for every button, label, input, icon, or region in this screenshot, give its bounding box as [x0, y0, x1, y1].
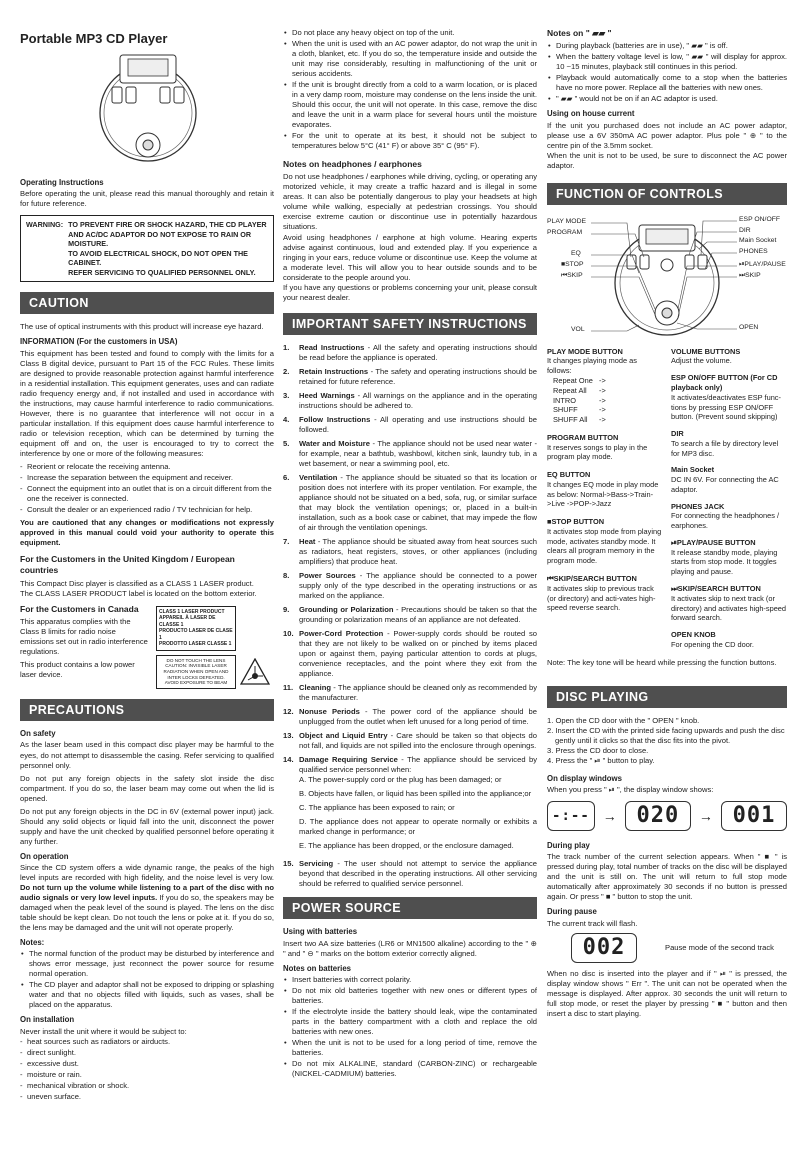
- label-play-mode: PLAY MODE: [547, 217, 587, 225]
- list-item: • Playback would automatically come to a stop when the batteries have no more power. Replace all the batteries with new ones.: [547, 73, 787, 93]
- during-pause-heading: During pause: [547, 907, 597, 917]
- lcd-display: -:--: [547, 801, 595, 831]
- column-right: [547, 0, 787, 1156]
- safety-text-3: Do not put any foreign objects in the DC in 6V (external power input) jack. Should any solid objects or liquid fall into the unit, disconnect the power supply and have the unit checked by qualified personnel before operating it any further.: [20, 806, 274, 846]
- usa-heading: INFORMATION (For the customers in USA): [20, 337, 178, 347]
- label-open: OPEN: [739, 323, 759, 331]
- list-item: D. The appliance does not appear to operate normally or exhibits a marked change in performance; or: [299, 817, 537, 837]
- controls-descriptions: [547, 343, 787, 650]
- safety-item: 2. Retain Instructions - The safety and operating instructions should be retained for future reference.: [283, 366, 537, 386]
- list-item: • Do not place any heavy object on top of the unit.: [283, 28, 537, 38]
- label-vol: VOL: [571, 325, 585, 333]
- list-item: • Do not mix old batteries together with new ones or different types of batteries.: [283, 986, 537, 1006]
- on-operation-heading: On operation: [20, 851, 69, 861]
- safety-text-2: Do not put any foreign objects in the safety slot inside the disc compartment. If you do so, the laser beam may come out when the lid is opened.: [20, 773, 274, 803]
- on-safety-heading: On safety: [20, 729, 56, 739]
- batteries-text: Insert two AA size batteries (LR6 or MN1500 alkaline) according to the " ⊕ " and " ⊖ " marks on the bottom exterior correctly aligned.: [283, 938, 537, 958]
- disc-playing-banner: DISC PLAYING: [547, 686, 787, 708]
- controls-left-column: PLAY MODE BUTTON It changes playing mode as follows: Repeat One -> Repeat All -> INTRO -> SHUFF -> SHUFF All -> PROGRAM BUTTON It reserves songs to play in the program play mode. EQ BUTTON It changes EQ mode in play mode as below: Normal->Bass->Train->Live ->POP->Jazz ■STOP BUTTON It activates stop mode from playing mode, activates standby mode. It clears all program memory in the program mode. ⏮SKIP/SEARCH BUTTON It activates skip to previous track (or directory) and acti-vates high-speed reverse search.: [547, 346, 662, 613]
- usa-list: [20, 462, 274, 515]
- list-item: - moisture or rain.: [20, 1070, 274, 1080]
- label-dir: DIR: [739, 226, 751, 234]
- list-item: - Reorient or relocate the receiving antenna.: [20, 462, 274, 472]
- list-item: E. The appliance has been dropped, or the enclosure damaged.: [299, 841, 514, 851]
- cd-player-illustration: [98, 53, 198, 168]
- usa-bold-text: You are cautioned that any changes or modifications not expressly approved in this manual could void your authority to operate this equipment.: [20, 518, 274, 548]
- disc-steps: 1. Open the CD door with the " OPEN " knob. 2. Insert the CD with the printed side facing upwards and push the disc gently until it clicks so that the disc fits into the pivot. 3. Press the CD door to close. 4. Press the " ⏯ " button to play.: [547, 715, 785, 765]
- caution-banner: CAUTION: [20, 292, 274, 314]
- notes-batteries-heading: Notes on batteries: [283, 963, 352, 973]
- list-item: • " ▰▰ " would not be on if an AC adaptor is used.: [547, 94, 787, 104]
- operation-text: Since the CD system offers a wide dynamic range, the peaks of the high level inputs are recorded with high fidelity, and the noise level is very low. Do not turn up the volume while listening to a part of the disc with no audio signals or very low level inputs. If you do so, the speakers may be damaged when the peak level of the sound is played. The lens on the disc table should be kept clean. Do not touch the lens or poke at it. If you do so, the lens may be damaged and the unit will not operate properly.: [20, 862, 274, 933]
- damage-sublist: [299, 775, 537, 851]
- installation-list: [20, 1037, 274, 1102]
- list-item: • During playback (batteries are in use), " ▰▰ " is off.: [547, 41, 787, 51]
- controls-right-column: VOLUME BUTTONS Adjust the volume. ESP ON/OFF BUTTON (For CD playback only) It activates/deactivates ESP func-tions by pressing ESP ON/OFF button. (Prevent sound skipping) DIR To search a file by directory level for MP3 disc. Main Socket DC IN 6V. For connecting the AC adaptor. PHONES JACK For connecting the headphones / earphones. ⏯PLAY/PAUSE BUTTON It release standby mode, playing starts from stop mode. It toggles playing and pause. ⏭SKIP/SEARCH BUTTON It activates skip to next track (or directory) and activates high-speed forward search. OPEN KNOB For opening the CD door.: [671, 346, 787, 649]
- label-skip-back: ⏮SKIP: [561, 271, 583, 279]
- warning-label: WARNING:: [26, 220, 64, 230]
- page-title: Portable MP3 CD Player: [20, 31, 168, 46]
- safety-item: 1. Read Instructions - All the safety and operating instructions should be read before the appliance is operated.: [283, 342, 537, 362]
- during-play-heading: During play: [547, 840, 590, 850]
- arrow-right-icon: →: [698, 807, 713, 824]
- list-item: • The CD player and adaptor shall not be exposed to dripping or splashing water and that no objects filled with liquids, such as vases, shall be placed on the apparatus.: [20, 980, 274, 1010]
- safety-item: 11. Cleaning - The appliance should be cleaned only as recommended by the manufacturer.: [283, 683, 537, 703]
- safety-instructions-banner: IMPORTANT SAFETY INSTRUCTIONS: [283, 313, 537, 335]
- label-program: PROGRAM: [547, 228, 583, 236]
- laser-warning-label: DO NOT TOUCH THE LENS CAUTION: INVISIBLE LASER RADIATION WHEN OPEN AND INTER LOCKS DEFEATED. AVOID EXPOSURE TO BEAM: [156, 655, 236, 690]
- list-item: - excessive dust.: [20, 1059, 274, 1069]
- canada-text-1: This apparatus complies with the Class B limits for radio noise emissions set out in radio interference regulations.: [20, 616, 148, 656]
- list-item: • The normal function of the product may be disturbed by interference and shows error message, just reconnect the power source for resume normal operation.: [20, 949, 274, 979]
- safety-item: 9. Grounding or Polarization - Precautions should be taken so that the grounding or polarization means of an appliance are not defeated.: [283, 604, 537, 624]
- safety-item: 3. Heed Warnings - All warnings on the appliance and in the operating instructions should be adhered to.: [283, 390, 537, 410]
- laser-hazard-icon: [240, 658, 270, 685]
- uk-heading: For the Customers in the United Kingdom / European countries: [20, 554, 235, 576]
- during-pause-text: The current track will flash.: [547, 918, 638, 928]
- list-item: • If the unit is brought directly from a cold to a warm location, or is placed in a very damp room, moisture may condense on the lens inside the unit. Should this occur, the unit will not operate. In this case, remove the disc and leave the unit in a warm place for several hours until the moisture evaporates.: [283, 80, 537, 130]
- list-item: - Connect the equipment into an outlet that is on a circuit different from the one the receiver is connected.: [20, 484, 274, 504]
- list-item: • When the unit is not to be used for a long period of time, remove the batteries.: [283, 1038, 537, 1058]
- notes-on-battery-icon-heading: Notes on " ▰▰ ": [547, 28, 612, 38]
- play-modes-list: Repeat One -> Repeat All -> INTRO -> SHUFF -> SHUFF All ->: [553, 375, 606, 425]
- function-banner: FUNCTION OF CONTROLS: [547, 183, 787, 205]
- canada-text-2: This product contains a low power laser device.: [20, 659, 135, 679]
- safety-item: 8. Power Sources - The appliance should be connected to a power supply only of the type described in the operating instructions or as marked on the appliance.: [283, 570, 537, 600]
- safety-item: 15. Servicing - The user should not attempt to service the appliance beyond that described in the operating instructions. All other servicing should be referred to qualified service personnel.: [283, 859, 537, 889]
- lcd-display: 020: [625, 801, 691, 831]
- notes-batteries-list: [283, 975, 537, 1079]
- column-middle: [283, 0, 537, 1156]
- list-item: • For the unit to operate at its best, it should not be subject to temperatures below 5°C (41° F) or above 35° C (95° F).: [283, 131, 537, 151]
- label-stop: ■STOP: [561, 260, 584, 268]
- list-item: • Insert batteries with correct polarity.: [283, 975, 537, 985]
- caution-text: The use of optical instruments with this product will increase eye hazard.: [20, 322, 264, 332]
- notes-list: [20, 949, 274, 1010]
- list-item: • Do not mix ALKALINE, standard (CARBON-ZINC) or rechargeable (NICKEL-CADMIUM) batteries.: [283, 1059, 537, 1079]
- list-item: C. The appliance has been exposed to rain; or: [299, 803, 455, 813]
- uk-text-1: This Compact Disc player is classified as a CLASS 1 LASER product.: [20, 578, 254, 588]
- uk-text-2: The CLASS LASER PRODUCT label is located on the bottom exterior.: [20, 588, 257, 598]
- safety-text-1: As the laser beam used in this compact disc player may be harmful to the eyes, do not attempt to disassemble the casing. Refer servicing to qualified personnel only.: [20, 740, 274, 770]
- safety-item: 13. Object and Liquid Entry - Care should be taken so that objects do not fall, and liquids are not spilled into the enclosure through openings.: [283, 731, 537, 751]
- label-main-socket: Main Socket: [739, 236, 777, 244]
- top-precautions-list: [283, 28, 537, 151]
- pause-display: [547, 933, 787, 963]
- house-current-heading: Using on house current: [547, 109, 635, 119]
- label-play-pause: ⏯PLAY/PAUSE: [739, 260, 786, 268]
- safety-item: 7. Heat - The appliance should be situated away from heat sources such as radiators, heat registers, stoves, or other appliances (including amplifiers) that produce heat.: [283, 536, 537, 566]
- on-installation-heading: On installation: [20, 1015, 75, 1025]
- column-left: [20, 0, 274, 1156]
- list-item: - Increase the separation between the equipment and receiver.: [20, 473, 274, 483]
- label-skip-forward: ⏭SKIP: [739, 271, 761, 279]
- safety-item: 10. Power-Cord Protection - Power-supply cords should be routed so that they are not likely to be walked on or pinched by items placed upon or against them, paying particular attention to cords at plugs, convenience receptacles, and the point where they exit from the appliance.: [283, 629, 537, 679]
- house-current-text-2: When the unit is not to be used, be sure to disconnect the AC power adaptor.: [547, 150, 787, 170]
- list-item: • When the battery voltage level is low, " ▰▰ " will display for approx. 10 ~15 minutes, playback still continues in this period.: [547, 52, 787, 72]
- label-esp: ESP ON/OFF: [739, 215, 781, 223]
- operating-heading: Operating Instructions: [20, 178, 104, 188]
- house-current-text-1: If the unit you purchased does not include an AC power adaptor, please use a 6V 350mA AC power adaptor. Plus pole " ⊕ " to the centre pin of the 3.5mm socket.: [547, 120, 787, 150]
- warning-box: [20, 215, 274, 282]
- controls-diagram: [547, 213, 787, 343]
- safety-item: 4. Follow Instructions - All operating and use instructions should be followed.: [283, 414, 537, 434]
- safety-item: 5. Water and Moisture - The appliance should not be used near water - for example, near a bathtub, washbowl, kitchen sink, laundry tub, in a wet basement, or near a swimming pool, etc.: [283, 438, 537, 468]
- laser-class-label: CLASS 1 LASER PRODUCT APPAREIL À LASER DE CLASSE 1 PRODUCTO LASER DE CLASE 1 PRODOTTO LASER CLASSE 1: [156, 606, 236, 651]
- notes-heading: Notes:: [20, 938, 45, 948]
- display-sequence: [547, 801, 787, 831]
- controls-note: Note: The key tone will be heard while pressing the function buttons.: [547, 657, 777, 667]
- list-item: • If the electrolyte inside the battery should leak, wipe the contaminated parts in the battery compartment with a cloth and replace the old batteries with new ones.: [283, 1007, 537, 1037]
- arrow-right-icon: →: [602, 807, 617, 824]
- list-item: A. The power-supply cord or the plug has been damaged; or: [299, 775, 502, 785]
- list-item: - mechanical vibration or shock.: [20, 1081, 274, 1091]
- batteries-heading: Using with batteries: [283, 927, 358, 937]
- warning-text: TO PREVENT FIRE OR SHOCK HAZARD, THE CD PLAYER AND AC/DC ADAPTOR DO NOT EXPOSE TO RAIN OR MOISTURE. TO AVOID ELECTRICAL SHOCK, DO NOT OPEN THE CABINET. REFER SERVICING TO QUALIFIED PERSONNEL ONLY.: [68, 220, 267, 277]
- display-windows-heading: On display windows: [547, 773, 622, 783]
- headphones-text-1: Do not use headphones / earphones while driving, cycling, or operating any motorized vehicle, it may create a traffic hazard and is illegal in some areas. It can also be potentially dangerous to play your headsets at high volume while walking, especially at pedestrian crossings. You should exercise extreme caution or discontinue use in potentially hazardous situations.: [283, 172, 537, 232]
- notes-on-battery-list: [547, 41, 787, 104]
- safety-item: 12. Nonuse Periods - The power cord of the appliance should be unplugged from the outlet when left unused for a long period of time.: [283, 707, 537, 727]
- canada-heading: For the Customers in Canada: [20, 603, 139, 614]
- power-source-banner: POWER SOURCE: [283, 897, 537, 919]
- no-disc-text: When no disc is inserted into the player and if " ⏯ " is pressed, the display window shows " Err ". The unit can not be operated when the message is displayed. After approx. 30 seconds the unit will return to full stop mode, or reset the player by pressing " ■ " button and then insert a disc to start playing.: [547, 968, 787, 1018]
- display-windows-text: When you press " ⏯ ", the display window shows:: [547, 784, 714, 794]
- safety-item: 6. Ventilation - The appliance should be situated so that its location or position does not interfere with its proper ventilation. For example, the appliance should not be situated on a bed, sofa, rug, or similar surface that may block the ventilation openings; or, placed in a built-in installation, such as a book case or cabinet, that may impede the flow of air through the ventilation openings.: [283, 472, 537, 532]
- headphones-text-2: Avoid using headphones / earphone at high volume. Hearing experts advise against continuous, loud and extended play. If you experience a ringing in your ears, reduce volume or discontinue use. Keep the volume at a moderate level. This will allow you to hear outside sounds and to be considerate to the people around you.: [283, 232, 537, 282]
- list-item: B. Objects have fallen, or liquid has been spilled into the appliance;or: [299, 789, 532, 799]
- precautions-banner: PRECAUTIONS: [20, 699, 274, 721]
- lcd-display: 001: [721, 801, 787, 831]
- safety-item: 14. Damage Requiring Service - The appliance should be serviced by qualified service personnel when: A. The power-supply cord or the plug has been damaged; or B. Objects have fallen, or liquid has been spilled into the appliance;or C. The appliance has been exposed to rain; or D. The appliance does not appear to operate normally or exhibits a marked change in performance; or E. The appliance has been dropped, or the enclosure damaged.: [283, 755, 537, 851]
- during-play-text: The track number of the current selection appears. When " ■ " is pressed during play, total number of tracks on the disc will be displayed and the unit is still on. The unit will return to full stop mode automatically after approximately 30 seconds if no button is pressed again. Or press " ■ " button to stop the unit.: [547, 852, 787, 902]
- list-item: - Consult the dealer or an experienced radio / TV technician for help.: [20, 505, 274, 515]
- usa-text: This equipment has been tested and found to comply with the limits for a Class B digital device, pursuant to Part 15 of the FCC Rules. These limits are designed to provide reasonable protection against harmful interference in a residential installation. This equipment generates, uses and can radiate radio frequency energy and, if not installed and used in accordance with the instructions, may cause harmful interference to radio communications. However, there is no guarantee that interference will not occur in a particular installation. If this equipment does cause harmful interference to radio or television reception, which can be determined by turning the equipment off and on, the user is encouraged to try to correct the interference by one or more of the following measures:: [20, 348, 274, 458]
- headphones-text-3: If you have any questions or problems concerning your unit, please consult your nearest dealer.: [283, 282, 537, 302]
- pause-caption: Pause mode of the second track: [665, 942, 774, 952]
- list-item: • When the unit is used with an AC power adaptor, do not wrap the unit in a cloth, blanket, etc. If you do so, the temperature inside and outside the unit may rise considerably, resulting in malfunctioning of the unit or serious accidents.: [283, 39, 537, 79]
- label-eq: EQ: [571, 249, 581, 257]
- list-item: - heat sources such as radiators or airducts.: [20, 1037, 274, 1047]
- installation-text: Never install the unit where it would be subject to:: [20, 1026, 187, 1036]
- list-item: - uneven surface.: [20, 1092, 274, 1102]
- list-item: - direct sunlight.: [20, 1048, 274, 1058]
- lcd-display: 002: [571, 933, 637, 963]
- label-phones: PHONES: [739, 247, 768, 255]
- headphones-heading: Notes on headphones / earphones: [283, 159, 422, 170]
- operating-text: Before operating the unit, please read this manual thoroughly and retain it for future reference.: [20, 189, 274, 209]
- safety-instructions-list: [283, 343, 537, 890]
